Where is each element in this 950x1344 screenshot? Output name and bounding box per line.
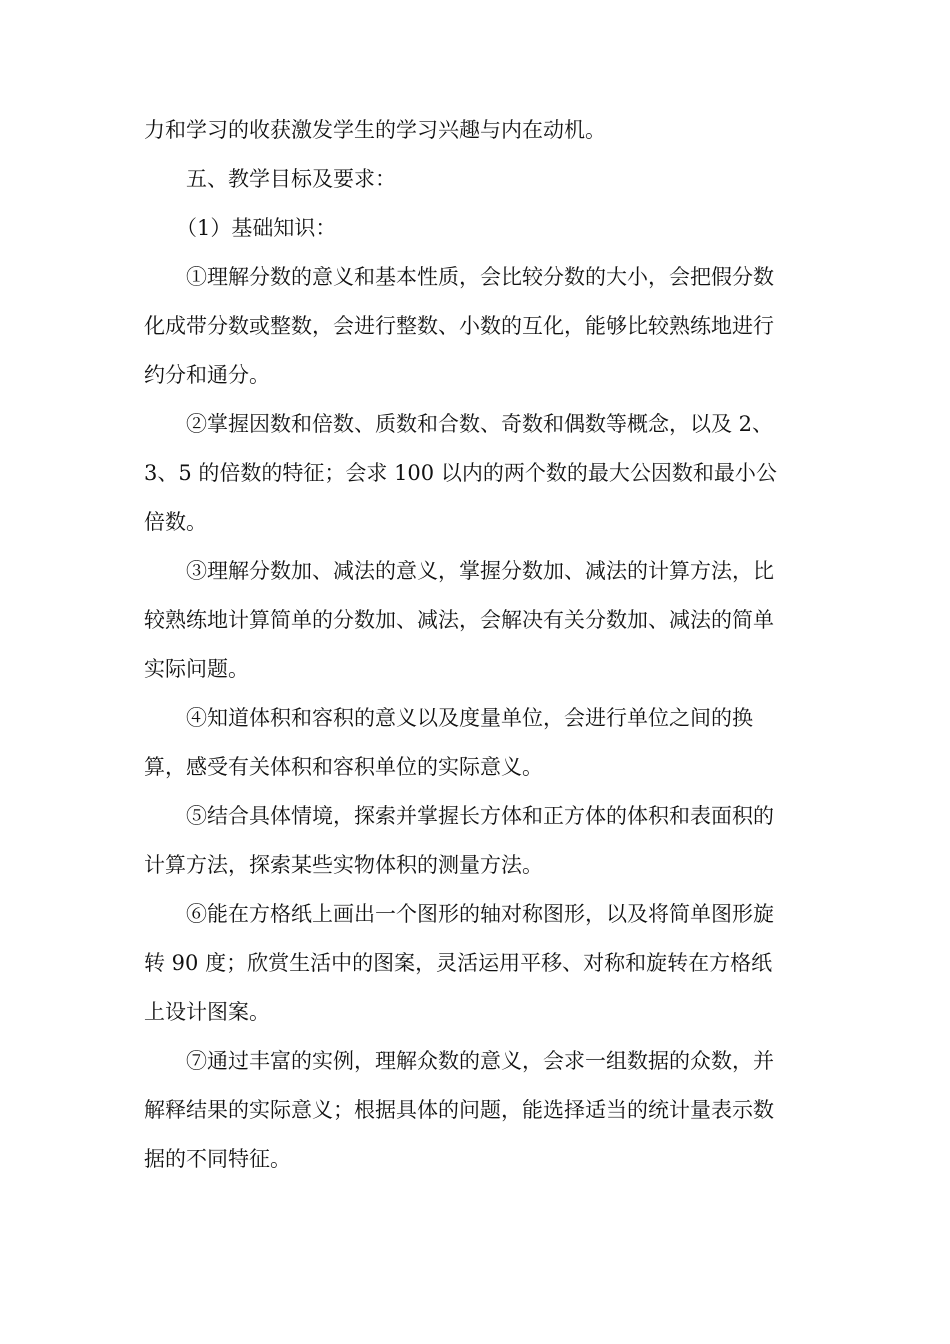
subsection-heading: （1）基础知识： (176, 216, 337, 240)
text-line: ③理解分数加、减法的意义，掌握分数加、减法的计算方法，比 (186, 559, 774, 583)
text-line: ②掌握因数和倍数、质数和合数、奇数和偶数等概念，以及 2、 (186, 412, 774, 436)
text-line: 3、5 的倍数的特征；会求 100 以内的两个数的最大公因数和最小公 (144, 461, 777, 485)
text-line: ⑦通过丰富的实例，理解众数的意义，会求一组数据的众数，并 (186, 1049, 774, 1073)
text-line: 据的不同特征。 (144, 1147, 291, 1171)
text-line: 转 90 度；欣赏生活中的图案，灵活运用平移、对称和旋转在方格纸 (144, 951, 773, 975)
document-body (144, 106, 808, 1184)
text-line: ④知道体积和容积的意义以及度量单位，会进行单位之间的换 (186, 706, 753, 730)
text-line: 较熟练地计算简单的分数加、减法，会解决有关分数加、减法的简单 (144, 608, 774, 632)
text-line: ⑥能在方格纸上画出一个图形的轴对称图形，以及将简单图形旋 (186, 902, 774, 926)
text-line: 实际问题。 (144, 657, 249, 681)
text-line: 计算方法，探索某些实物体积的测量方法。 (144, 853, 543, 877)
text-line: 力和学习的收获激发学生的学习兴趣与内在动机。 (144, 118, 606, 142)
text-line: 倍数。 (144, 510, 207, 534)
text-line: 算，感受有关体积和容积单位的实际意义。 (144, 755, 543, 779)
text-line: 约分和通分。 (144, 363, 270, 387)
section-heading: 五、教学目标及要求： (186, 167, 396, 191)
text-line: 化成带分数或整数，会进行整数、小数的互化，能够比较熟练地进行 (144, 314, 774, 338)
text-line: ⑤结合具体情境，探索并掌握长方体和正方体的体积和表面积的 (186, 804, 774, 828)
text-line: 解释结果的实际意义；根据具体的问题，能选择适当的统计量表示数 (144, 1098, 774, 1122)
text-line: 上设计图案。 (144, 1000, 270, 1024)
text-line: ①理解分数的意义和基本性质，会比较分数的大小，会把假分数 (186, 265, 774, 289)
